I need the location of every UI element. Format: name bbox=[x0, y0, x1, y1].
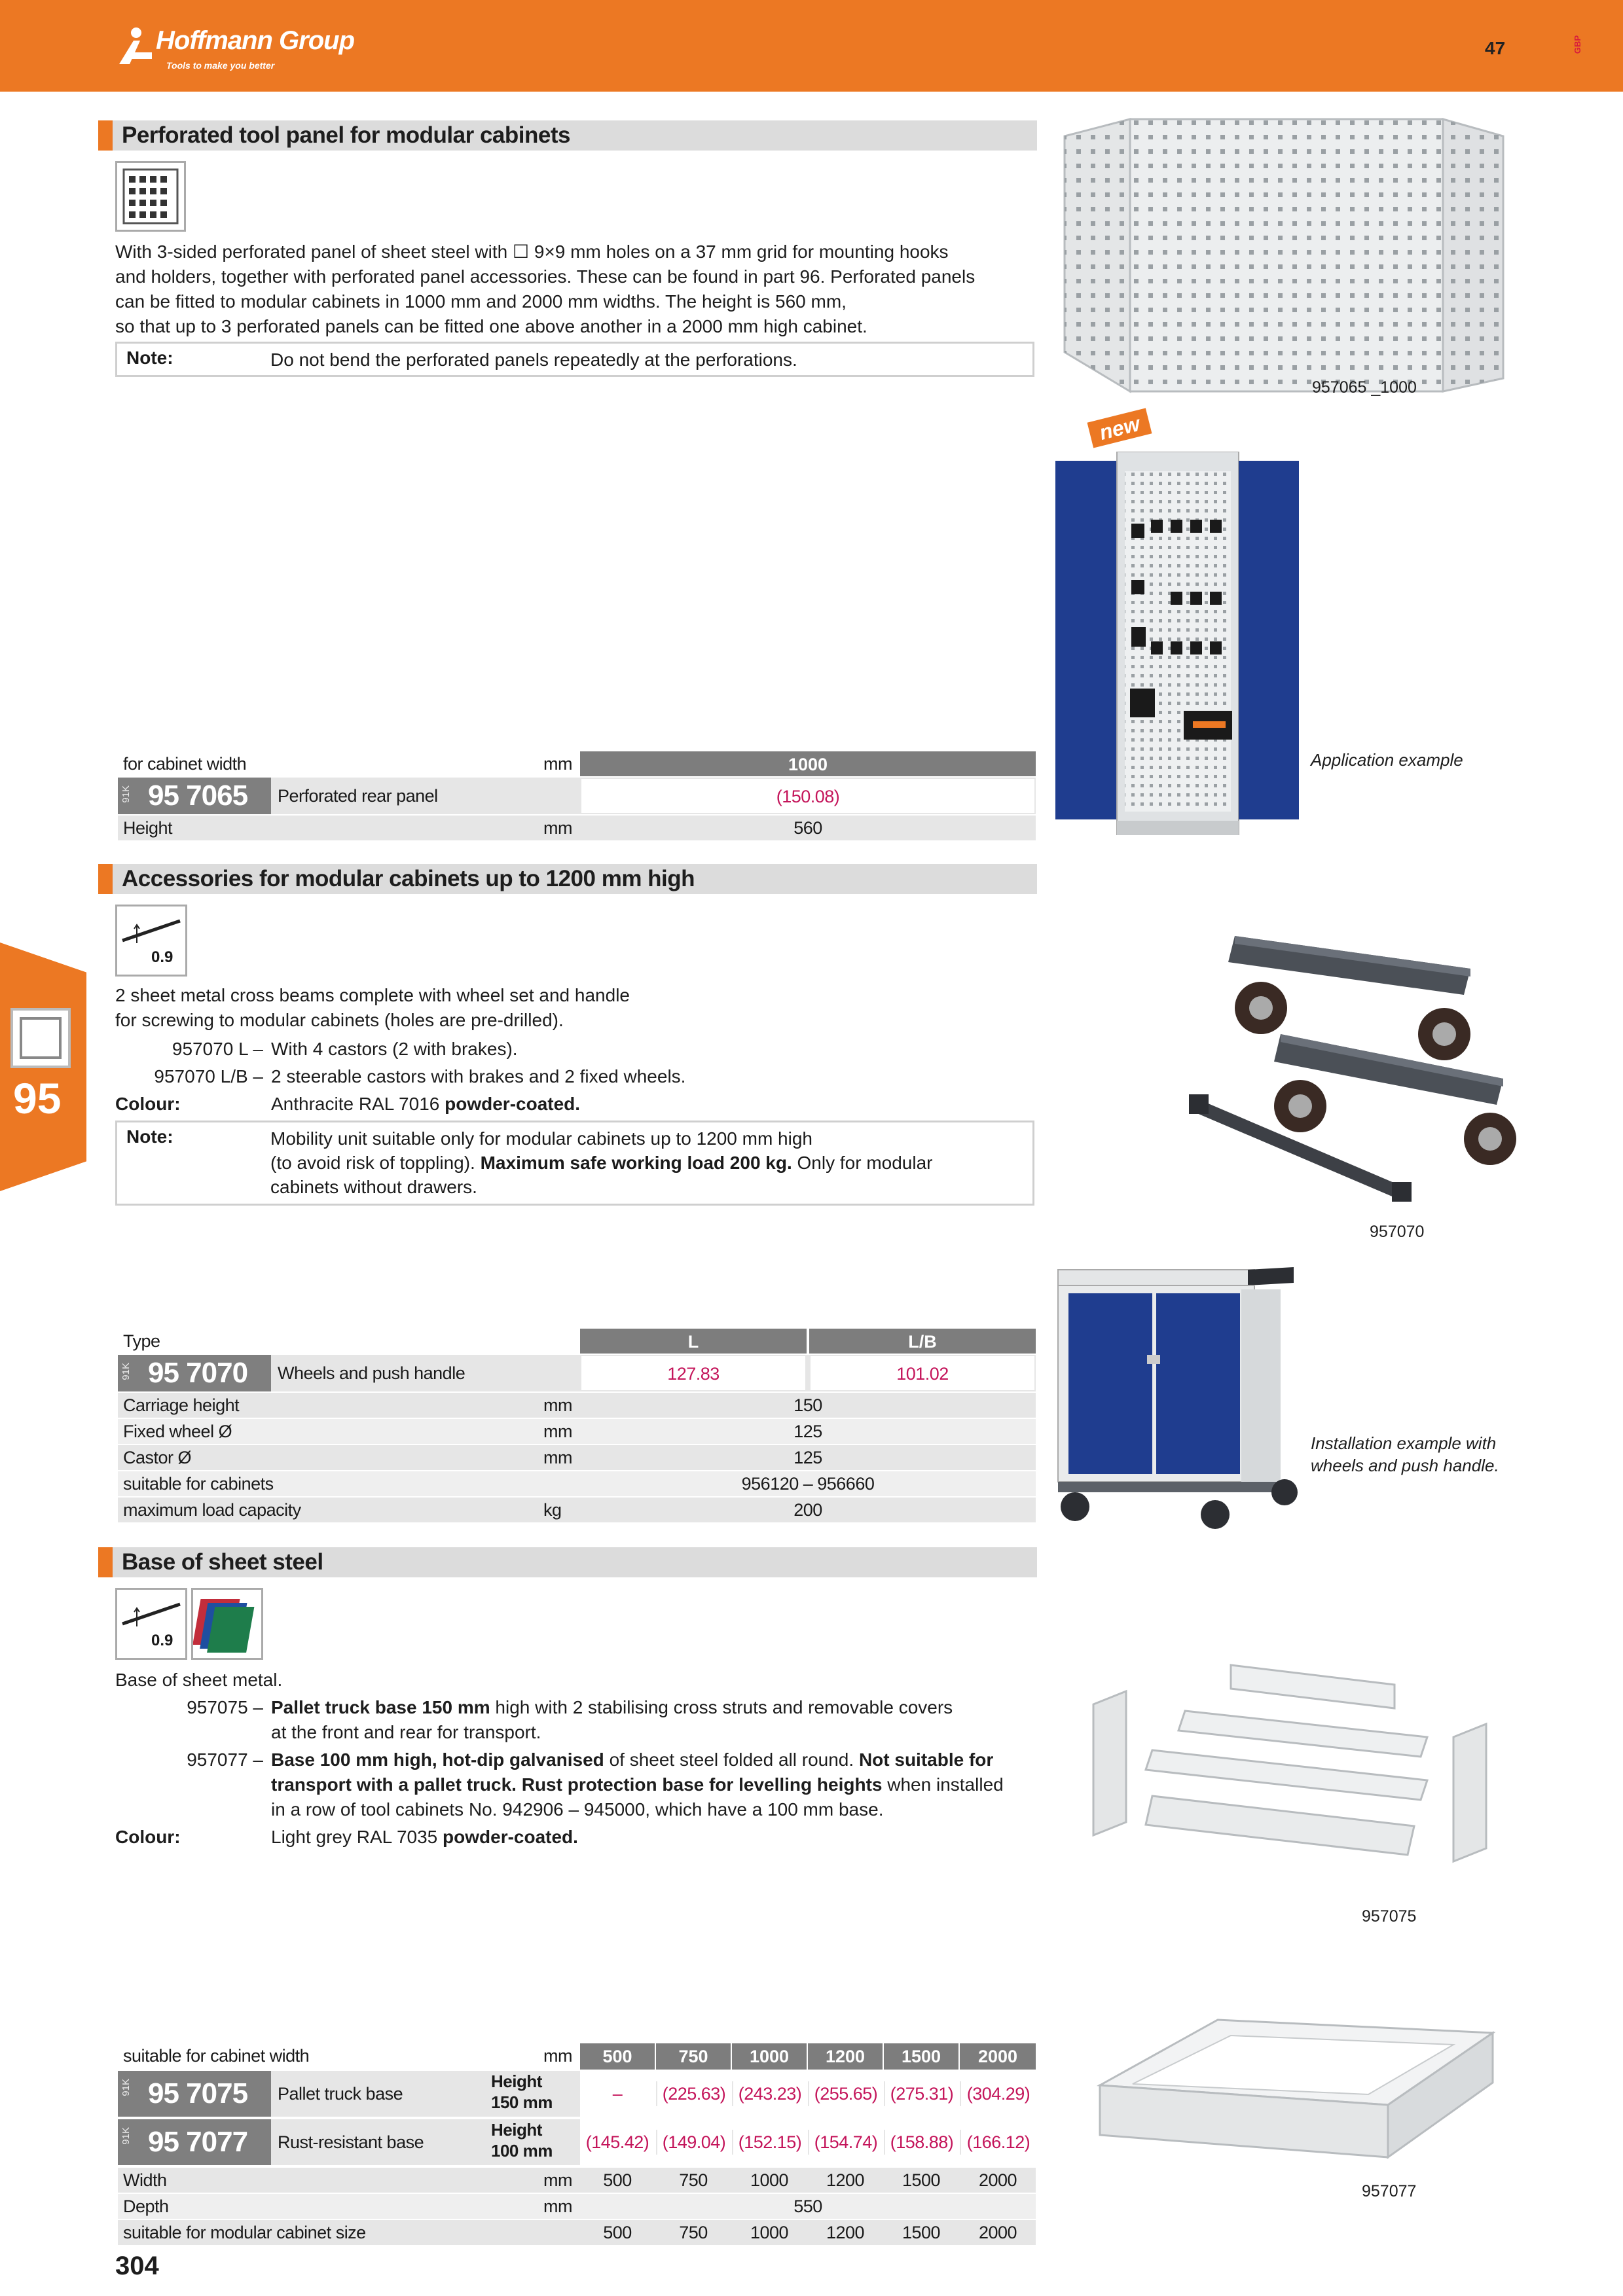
row-label: Height bbox=[123, 818, 173, 838]
language-code: GBP bbox=[1573, 35, 1582, 54]
article-description: Rust-resistant base bbox=[278, 2132, 424, 2152]
price[interactable]: – bbox=[612, 2084, 623, 2104]
note-box-perforated bbox=[115, 342, 1034, 377]
section-title: Base of sheet steel bbox=[122, 1549, 323, 1575]
price-row-cells bbox=[580, 2119, 1036, 2165]
sheet-thickness-icon bbox=[115, 905, 187, 977]
article-prefix: 91K bbox=[120, 1363, 132, 1380]
colour-label: Colour: bbox=[115, 1094, 181, 1114]
image-caption: 957065 _1000 bbox=[1312, 378, 1417, 397]
table-row bbox=[118, 1471, 1036, 1496]
note-label: Note: bbox=[126, 1126, 173, 1147]
desc-line: for screwing to modular cabinets (holes are pre-drilled). bbox=[115, 1010, 564, 1030]
article-description: Perforated rear panel bbox=[278, 786, 438, 806]
row-label: maximum load capacity bbox=[123, 1500, 301, 1520]
article-number: 95 7075 bbox=[148, 2077, 248, 2109]
value: 500 bbox=[603, 2170, 632, 2190]
value: 125 bbox=[793, 1448, 822, 1467]
cabinet-chapter-icon bbox=[10, 1008, 71, 1068]
image-caption: 957077 bbox=[1362, 2182, 1417, 2200]
colour-finish: powder-coated. bbox=[445, 1094, 581, 1114]
variant-text: of sheet steel folded all round. bbox=[609, 1749, 854, 1770]
price[interactable]: (149.04) bbox=[656, 2130, 731, 2155]
note-text bbox=[270, 1126, 933, 1199]
width-header-cell: 1000 bbox=[580, 751, 1036, 776]
article-description: Wheels and push handle bbox=[278, 1363, 465, 1383]
row-label: Type bbox=[123, 1331, 160, 1351]
article-description: Pallet truck base bbox=[278, 2084, 403, 2104]
type-header-l: L bbox=[580, 1329, 807, 1354]
table-row bbox=[118, 2168, 1036, 2193]
value: 750 bbox=[679, 2170, 708, 2190]
price-cell[interactable] bbox=[809, 1355, 1036, 1391]
row-label: suitable for cabinets bbox=[123, 1474, 274, 1494]
colour-swatch-icon bbox=[191, 1588, 263, 1660]
variant-code: 957070 L – bbox=[172, 1039, 263, 1059]
chapter-number: 95 bbox=[13, 1074, 62, 1122]
price: 127.83 bbox=[667, 1364, 720, 1384]
perforated-panel-description bbox=[115, 240, 1045, 339]
variant-text: at the front and rear for transport. bbox=[271, 1722, 541, 1742]
note-line: (to avoid risk of toppling). bbox=[270, 1153, 475, 1173]
table-row bbox=[118, 2194, 1036, 2219]
table2-spec-rows bbox=[118, 1393, 1036, 1524]
width-header-cell: 750 bbox=[656, 2043, 731, 2070]
table-row bbox=[118, 1419, 1036, 1444]
price-cell[interactable] bbox=[580, 1355, 807, 1391]
value: 500 bbox=[603, 2223, 632, 2242]
value: 550 bbox=[793, 2197, 822, 2216]
height-label: Height bbox=[491, 2072, 542, 2091]
variant-text: With 4 castors (2 with brakes). bbox=[271, 1039, 518, 1059]
section-heading-base bbox=[98, 1547, 1037, 1577]
width-header-cell: 1200 bbox=[808, 2043, 883, 2070]
rust-resistant-base-image bbox=[1087, 2007, 1506, 2177]
variant-text: 2 steerable castors with brakes and 2 fixed wheels. bbox=[271, 1066, 686, 1086]
price[interactable]: (243.23) bbox=[732, 2081, 807, 2106]
width-header-cell: 1500 bbox=[884, 2043, 958, 2070]
colour-text: Anthracite RAL 7016 bbox=[271, 1094, 440, 1114]
section-heading-perforated-panel bbox=[98, 120, 1037, 151]
value: 1200 bbox=[826, 2170, 865, 2190]
value: 150 bbox=[793, 1395, 822, 1415]
note-line: cabinets without drawers. bbox=[270, 1177, 477, 1197]
unit: mm bbox=[543, 818, 572, 838]
accessories-description bbox=[115, 983, 1045, 1033]
value: 956120 – 956660 bbox=[741, 1474, 875, 1494]
logo-wordmark: Hoffmann Group bbox=[156, 26, 355, 55]
article-number: 95 7065 bbox=[148, 780, 248, 812]
table1-row-height bbox=[118, 816, 1036, 840]
image-caption: 957075 bbox=[1362, 1907, 1417, 1926]
value: 1200 bbox=[826, 2223, 865, 2242]
thickness-value: 0.9 bbox=[151, 1632, 173, 1649]
unit: kg bbox=[543, 1500, 562, 1520]
table-row[interactable] bbox=[118, 1355, 1036, 1391]
table-row bbox=[118, 1498, 1036, 1522]
colour-finish: powder-coated. bbox=[443, 1827, 578, 1847]
application-caption: Application example bbox=[1311, 750, 1463, 770]
row-label: suitable for cabinet width bbox=[123, 2046, 310, 2066]
value: 1500 bbox=[902, 2170, 941, 2190]
colour-label: Colour: bbox=[115, 1827, 181, 1847]
height-spec bbox=[491, 2119, 553, 2161]
unit: mm bbox=[543, 2197, 572, 2216]
desc-line: and holders, together with perforated panel accessories. These can be found in part 96. Perforated panels bbox=[115, 266, 976, 287]
article-number-cell bbox=[118, 2119, 271, 2165]
base-description bbox=[115, 1668, 1045, 1857]
note-line: Mobility unit suitable only for modular cabinets up to 1200 mm high bbox=[270, 1128, 812, 1149]
variant-code: 957075 – bbox=[187, 1697, 263, 1717]
price[interactable]: (166.12) bbox=[960, 2130, 1036, 2155]
price[interactable]: (152.15) bbox=[732, 2130, 807, 2155]
row-label: for cabinet width bbox=[123, 754, 247, 774]
perforated-panel-image bbox=[1058, 117, 1508, 394]
catalog-page-tab: 47 bbox=[1485, 38, 1506, 58]
height-value: 150 mm bbox=[491, 2092, 553, 2112]
variant-text: high with 2 stabilising cross struts and removable covers bbox=[495, 1697, 953, 1717]
desc-line: 2 sheet metal cross beams complete with wheel set and handle bbox=[115, 985, 630, 1005]
value: 2000 bbox=[978, 2170, 1017, 2190]
variant-code: 957070 L/B – bbox=[154, 1066, 263, 1086]
unit: mm bbox=[543, 754, 572, 774]
price[interactable]: (275.31) bbox=[884, 2081, 958, 2106]
variant-text: when installed bbox=[887, 1774, 1004, 1795]
width-header-cell: 1000 bbox=[732, 2043, 807, 2070]
installation-caption bbox=[1311, 1432, 1499, 1477]
row-label: Carriage height bbox=[123, 1395, 240, 1415]
variant-text: in a row of tool cabinets No. 942906 – 945000, which have a 100 mm base. bbox=[271, 1799, 884, 1820]
logo-tagline: Tools to make you better bbox=[166, 60, 275, 71]
height-label: Height bbox=[491, 2120, 542, 2140]
unit: mm bbox=[543, 1422, 572, 1441]
variant-emphasis: Not suitable for bbox=[858, 1749, 994, 1770]
unit: mm bbox=[543, 1448, 572, 1467]
value: 1500 bbox=[902, 2223, 941, 2242]
table-row[interactable] bbox=[118, 2071, 1036, 2117]
value: 1000 bbox=[750, 2170, 789, 2190]
image-caption: 957070 bbox=[1370, 1223, 1425, 1241]
desc-line: so that up to 3 perforated panels can be fitted one above another in a 2000 mm high cabinet. bbox=[115, 316, 867, 336]
article-number-cell bbox=[118, 1355, 271, 1391]
thickness-value: 0.9 bbox=[151, 948, 173, 966]
note-text: Do not bend the perforated panels repeatedly at the perforations. bbox=[270, 350, 797, 370]
section-title: Perforated tool panel for modular cabinets bbox=[122, 122, 570, 148]
table-row[interactable] bbox=[118, 2119, 1036, 2165]
note-box-mobility bbox=[115, 1121, 1034, 1206]
value: 125 bbox=[793, 1422, 822, 1441]
variant-emphasis: Pallet truck base 150 mm bbox=[271, 1697, 490, 1717]
price-cell[interactable] bbox=[580, 778, 1036, 814]
variant-emphasis: Base 100 mm high, hot-dip galvanised bbox=[271, 1749, 604, 1770]
article-number-cell bbox=[118, 2071, 271, 2117]
row-label: suitable for modular cabinet size bbox=[123, 2223, 366, 2242]
table-row bbox=[118, 1445, 1036, 1470]
table-row bbox=[118, 2220, 1036, 2245]
page-number: 304 bbox=[115, 2251, 159, 2280]
wheel-set-image bbox=[1182, 923, 1516, 1211]
note-emphasis: Maximum safe working load 200 kg. bbox=[480, 1153, 792, 1173]
price[interactable]: (158.88) bbox=[884, 2130, 958, 2155]
installation-cabinet-image bbox=[1051, 1263, 1303, 1529]
sheet-thickness-icon bbox=[115, 1588, 187, 1660]
desc-line: With 3-sided perforated panel of sheet steel with ☐ 9×9 mm holes on a 37 mm grid for mounting hooks bbox=[115, 242, 949, 262]
width-header-cell: 2000 bbox=[960, 2043, 1036, 2070]
colour-text: Light grey RAL 7035 bbox=[271, 1827, 438, 1847]
price-row-cells bbox=[580, 2071, 1036, 2117]
price: 101.02 bbox=[896, 1364, 949, 1384]
caption-line: Installation example with bbox=[1311, 1433, 1497, 1453]
article-prefix: 91K bbox=[120, 785, 132, 803]
article-number: 95 7077 bbox=[148, 2126, 248, 2158]
height-spec bbox=[491, 2071, 553, 2113]
article-number-cell bbox=[118, 778, 271, 814]
value: 1000 bbox=[750, 2223, 789, 2242]
article-prefix: 91K bbox=[120, 2127, 132, 2145]
article-prefix: 91K bbox=[120, 2079, 132, 2096]
perforated-panel-icon bbox=[115, 161, 186, 232]
application-cabinet-image bbox=[1055, 452, 1299, 835]
row-label: Castor Ø bbox=[123, 1448, 192, 1467]
unit: mm bbox=[543, 2170, 572, 2190]
value: 750 bbox=[679, 2223, 708, 2242]
article-number: 95 7070 bbox=[148, 1357, 248, 1389]
hoffmann-logo-icon bbox=[117, 26, 153, 65]
row-label: Fixed wheel Ø bbox=[123, 1422, 232, 1441]
price[interactable]: (304.29) bbox=[960, 2081, 1036, 2106]
pallet-truck-base-image bbox=[1087, 1659, 1506, 1868]
section-title: Accessories for modular cabinets up to 1200 mm high bbox=[122, 866, 695, 891]
note-label: Note: bbox=[126, 348, 173, 368]
value: 2000 bbox=[978, 2223, 1017, 2242]
value: 200 bbox=[793, 1500, 822, 1520]
value: 560 bbox=[793, 818, 822, 838]
row-label: Depth bbox=[123, 2197, 169, 2216]
section-heading-accessories bbox=[98, 864, 1037, 894]
variant-code: 957077 – bbox=[187, 1749, 263, 1770]
price[interactable]: (225.63) bbox=[656, 2081, 731, 2106]
variant-emphasis: transport with a pallet truck. Rust protection base for levelling heights bbox=[271, 1774, 883, 1795]
row-label: Width bbox=[123, 2170, 167, 2190]
desc-line: can be fitted to modular cabinets in 1000 mm and 2000 mm widths. The height is 560 mm, bbox=[115, 291, 847, 312]
desc-intro: Base of sheet metal. bbox=[115, 1670, 283, 1690]
new-badge: new bbox=[1087, 408, 1152, 448]
price[interactable]: (145.42) bbox=[585, 2132, 649, 2152]
price[interactable]: (154.74) bbox=[808, 2130, 883, 2155]
table-row[interactable] bbox=[118, 778, 1036, 814]
table-row bbox=[118, 1393, 1036, 1418]
height-value: 100 mm bbox=[491, 2141, 553, 2161]
unit: mm bbox=[543, 1395, 572, 1415]
unit: mm bbox=[543, 2046, 572, 2066]
note-line: Only for modular bbox=[797, 1153, 933, 1173]
table3-row-widths bbox=[118, 2043, 1036, 2070]
price: (150.08) bbox=[776, 787, 840, 806]
caption-line: wheels and push handle. bbox=[1311, 1456, 1499, 1475]
type-header-lb: L/B bbox=[809, 1329, 1036, 1354]
price[interactable]: (255.65) bbox=[808, 2081, 883, 2106]
table1-row-width bbox=[118, 751, 1036, 776]
width-header-cell: 500 bbox=[580, 2043, 655, 2070]
table2-row-type bbox=[118, 1329, 1036, 1354]
brand-logo[interactable] bbox=[117, 26, 418, 79]
